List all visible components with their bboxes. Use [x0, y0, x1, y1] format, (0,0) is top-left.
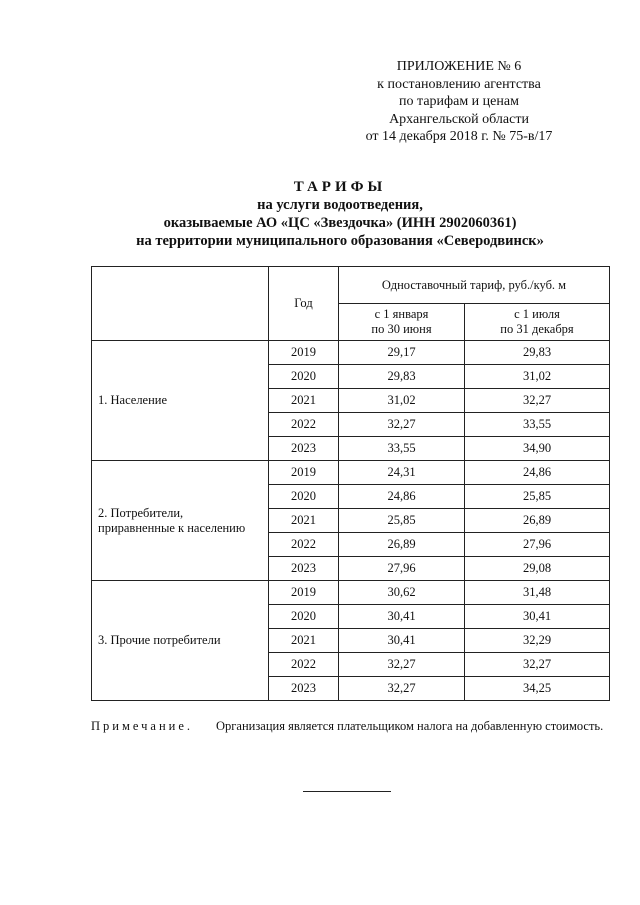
tariff-h2-cell: 32,27 [465, 653, 610, 677]
header-category-cell [92, 267, 269, 341]
title-line: оказываемые АО «ЦС «Звездочка» (ИНН 2902060361) [163, 215, 517, 231]
tariff-h2-cell: 29,08 [465, 557, 610, 581]
category-label: 1. Население [98, 393, 168, 407]
year-cell: 2023 [269, 557, 339, 581]
category-cell [92, 581, 269, 701]
tariff-h2-cell: 30,41 [465, 605, 610, 629]
tariff-h2-cell: 34,25 [465, 677, 610, 701]
end-divider [303, 791, 391, 792]
header-period-1-line: с 1 января [374, 307, 429, 321]
year-cell: 2020 [269, 485, 339, 509]
header-period-2-line: с 1 июля [514, 307, 560, 321]
tariff-h1-cell: 31,02 [339, 389, 465, 413]
tariff-h2-cell: 32,27 [465, 389, 610, 413]
year-cell: 2023 [269, 437, 339, 461]
year-cell: 2022 [269, 413, 339, 437]
tariff-h1-cell: 27,96 [339, 557, 465, 581]
table-row [92, 581, 610, 605]
year-cell: 2020 [269, 365, 339, 389]
appendix-number: ПРИЛОЖЕНИЕ № 6 [396, 59, 522, 74]
tariff-h2-cell: 29,83 [465, 341, 610, 365]
tariff-h1-cell: 24,86 [339, 485, 465, 509]
category-cell [92, 341, 269, 461]
tariff-h1-cell: 30,62 [339, 581, 465, 605]
header-period-2 [465, 304, 610, 341]
tariff-table [91, 266, 610, 701]
tariff-h1-cell: 32,27 [339, 653, 465, 677]
header-year: Год [269, 267, 339, 341]
note-text: Организация является плательщиком налога на добавленную стоимость. [216, 719, 604, 733]
year-cell: 2021 [269, 629, 339, 653]
tariff-h1-cell: 25,85 [339, 509, 465, 533]
appendix-line: по тарифам и ценам [399, 94, 519, 109]
year-cell: 2019 [269, 341, 339, 365]
header-period-1-line: по 30 июня [371, 322, 432, 336]
tariff-h2-cell: 31,48 [465, 581, 610, 605]
year-cell: 2019 [269, 581, 339, 605]
appendix-line: к постановлению агентства [377, 76, 541, 92]
category-label: 2. Потребители, [98, 505, 184, 520]
table-row [92, 341, 610, 365]
header-period-2-line: по 31 декабря [500, 322, 574, 336]
year-cell: 2021 [269, 389, 339, 413]
tariff-h1-cell: 29,17 [339, 341, 465, 365]
tariff-h2-cell: 31,02 [465, 365, 610, 389]
appendix-header [300, 58, 618, 146]
page-title: ТАРИФЫ [293, 179, 387, 195]
tariff-h2-cell: 27,96 [465, 533, 610, 557]
header-tariff: Одноставочный тариф, руб./куб. м [339, 267, 610, 304]
tariff-h2-cell: 32,29 [465, 629, 610, 653]
year-cell: 2020 [269, 605, 339, 629]
title-line: на услуги водоотведения, [257, 197, 423, 213]
tariff-h1-cell: 26,89 [339, 533, 465, 557]
tariff-h2-cell: 24,86 [465, 461, 610, 485]
year-cell: 2021 [269, 509, 339, 533]
table-header-row [92, 267, 610, 304]
tariff-h2-cell: 26,89 [465, 509, 610, 533]
year-cell: 2022 [269, 653, 339, 677]
document-title [20, 178, 640, 250]
appendix-date: от 14 декабря 2018 г. № 75-в/17 [365, 129, 553, 144]
appendix-line: Архангельской области [389, 111, 529, 127]
tariff-h1-cell: 30,41 [339, 605, 465, 629]
tariff-h1-cell: 24,31 [339, 461, 465, 485]
category-cell [92, 461, 269, 581]
category-label: приравненные к населению [98, 520, 246, 535]
tariff-h2-cell: 25,85 [465, 485, 610, 509]
tariff-h2-cell: 33,55 [465, 413, 610, 437]
header-period-1 [339, 304, 465, 341]
tariff-h1-cell: 29,83 [339, 365, 465, 389]
tariff-h1-cell: 33,55 [339, 437, 465, 461]
year-cell: 2022 [269, 533, 339, 557]
tariff-h1-cell: 32,27 [339, 677, 465, 701]
year-cell: 2023 [269, 677, 339, 701]
tariff-h1-cell: 30,41 [339, 629, 465, 653]
table-row [92, 461, 610, 485]
note-label: Примечание. [91, 719, 194, 733]
tariff-h2-cell: 34,90 [465, 437, 610, 461]
title-line: на территории муниципального образования «Северодвинск» [136, 233, 544, 249]
year-cell: 2019 [269, 461, 339, 485]
tariff-h1-cell: 32,27 [339, 413, 465, 437]
category-label: 3. Прочие потребители [98, 633, 221, 647]
